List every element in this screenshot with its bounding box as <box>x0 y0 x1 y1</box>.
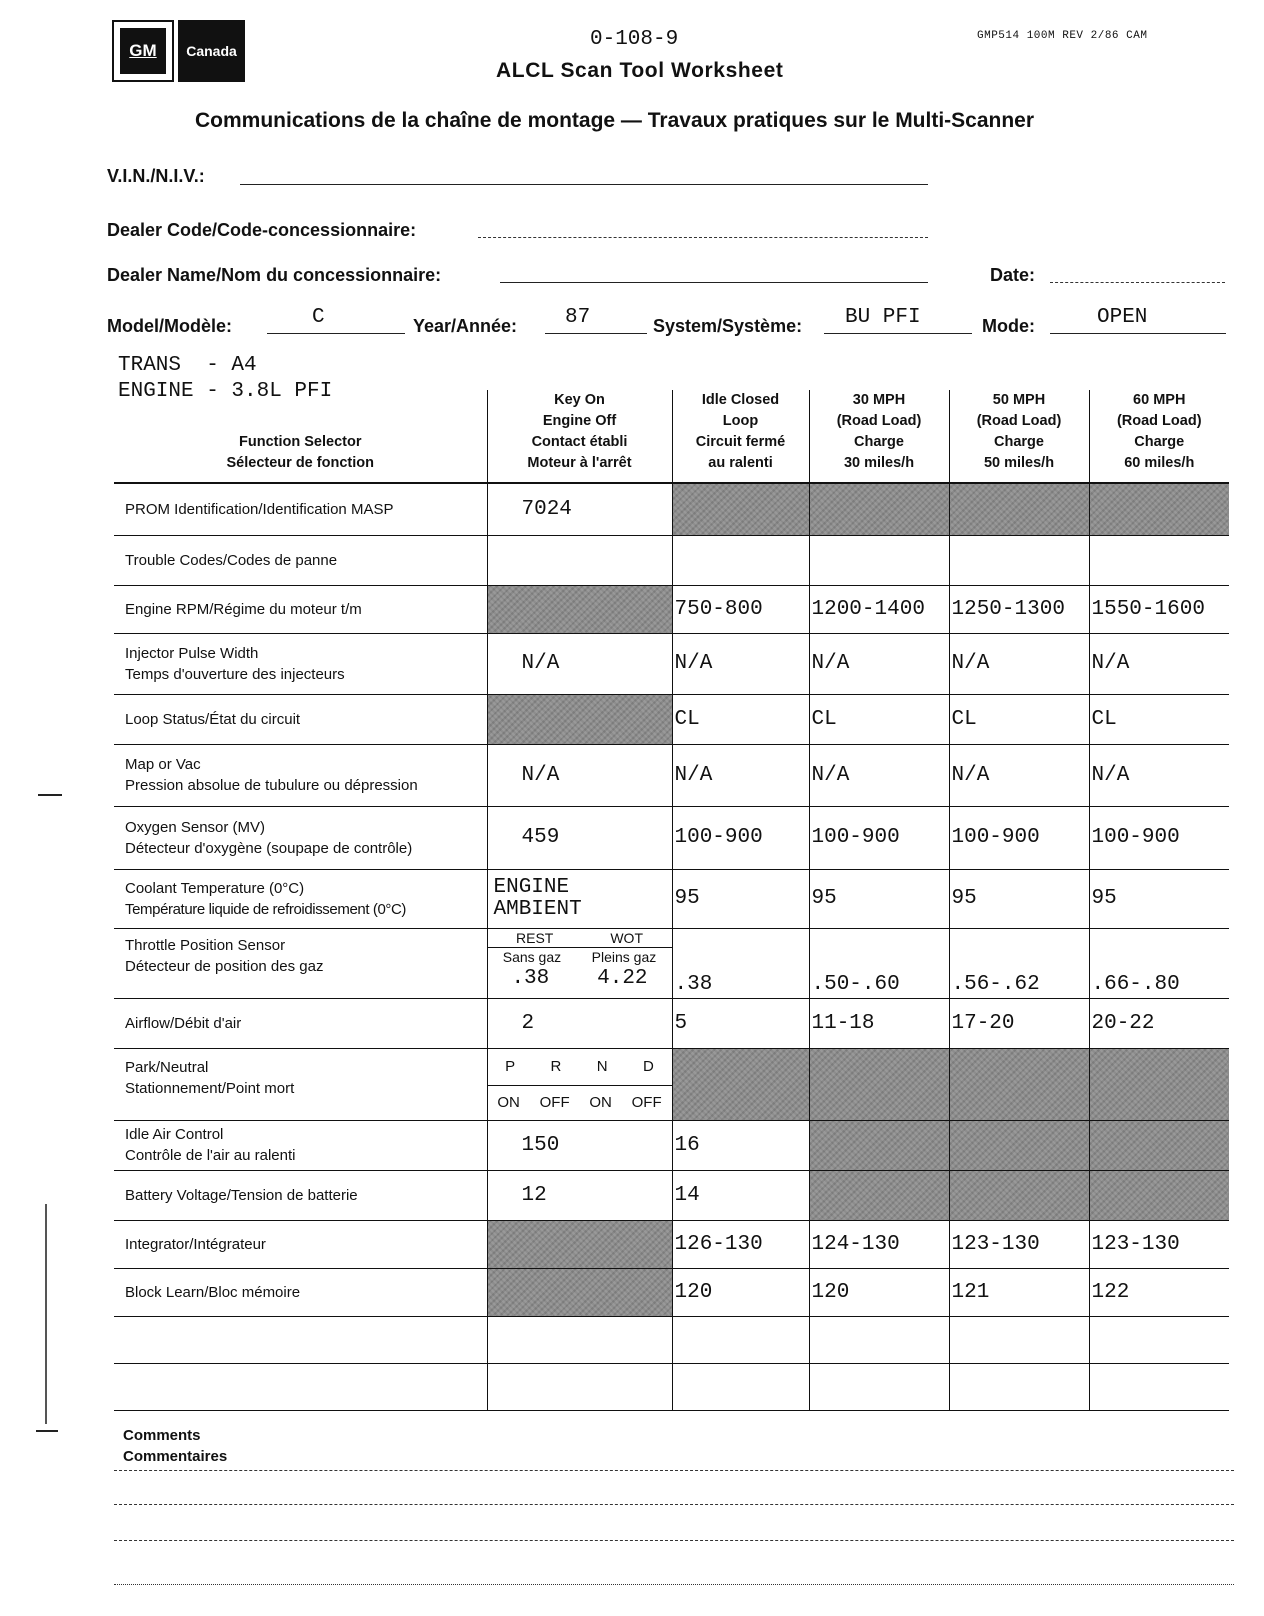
empty-cell[interactable] <box>1089 1316 1229 1363</box>
cell-trouble-50[interactable] <box>949 535 1089 585</box>
form-code: GMP514 100M REV 2/86 CAM <box>977 30 1148 42</box>
row-label-trouble: Trouble Codes/Codes de panne <box>114 535 487 585</box>
table-row <box>114 806 1229 869</box>
throttle-rest-wot-values: .38 4.22 <box>511 966 648 990</box>
header-idle: Idle Closed Loop Circuit fermé au ralenti <box>672 390 809 483</box>
cell-prom-60-shaded <box>1089 483 1229 535</box>
cell-map-30[interactable]: N/A <box>809 744 949 806</box>
empty-cell[interactable] <box>1089 1363 1229 1410</box>
mode-value: OPEN <box>1097 306 1148 329</box>
table-row <box>114 869 1229 928</box>
cell-rpm-50[interactable]: 1250-1300 <box>949 585 1089 633</box>
table-row <box>114 585 1229 633</box>
cell-coolant-60[interactable]: 95 <box>1089 869 1229 928</box>
row-label-oxygen: Oxygen Sensor (MV) Détecteur d'oxygène (soupape de contrôle) <box>114 806 487 869</box>
cell-iac-30-shaded <box>809 1120 949 1170</box>
cell-injector-50[interactable]: N/A <box>949 633 1089 694</box>
cell-block-50[interactable]: 121 <box>949 1268 1089 1316</box>
model-value: C <box>312 306 325 329</box>
page-subtitle: Communications de la chaîne de montage — Travaux pratiques sur le Multi-Scanner <box>195 109 1035 132</box>
row-label-injector: Injector Pulse Width Temps d'ouverture des injecteurs <box>114 633 487 694</box>
cell-iac-key-on[interactable]: 150 <box>487 1120 672 1170</box>
cell-park-key-on[interactable] <box>487 1048 672 1120</box>
cell-coolant-50[interactable]: 95 <box>949 869 1089 928</box>
cell-rpm-idle[interactable]: 750-800 <box>672 585 809 633</box>
cell-trouble-30[interactable] <box>809 535 949 585</box>
cell-map-idle[interactable]: N/A <box>672 744 809 806</box>
cell-block-30[interactable]: 120 <box>809 1268 949 1316</box>
empty-cell[interactable] <box>672 1316 809 1363</box>
header-50mph: 50 MPH (Road Load) Charge 50 miles/h <box>949 390 1089 483</box>
cell-prom-50-shaded <box>949 483 1089 535</box>
cell-oxygen-60[interactable]: 100-900 <box>1089 806 1229 869</box>
comments-line-2[interactable] <box>114 1504 1234 1505</box>
empty-row-label[interactable] <box>114 1363 487 1410</box>
row-label-integrator: Integrator/Intégrateur <box>114 1220 487 1268</box>
cell-rpm-30[interactable]: 1200-1400 <box>809 585 949 633</box>
cell-block-60[interactable]: 122 <box>1089 1268 1229 1316</box>
cell-integrator-key-on-shaded <box>487 1220 672 1268</box>
gm-logo-box <box>112 20 174 82</box>
empty-row-label[interactable] <box>114 1316 487 1363</box>
year-field[interactable] <box>545 333 647 334</box>
throttle-rest-wot-header: REST WOT <box>488 929 672 948</box>
table-row <box>114 1170 1229 1220</box>
cell-integrator-50[interactable]: 123-130 <box>949 1220 1089 1268</box>
cell-oxygen-idle[interactable]: 100-900 <box>672 806 809 869</box>
date-label: Date: <box>990 265 1036 285</box>
cell-oxygen-50[interactable]: 100-900 <box>949 806 1089 869</box>
park-gear-states: ON OFF ON OFF <box>497 1094 662 1111</box>
cell-prom-idle-shaded <box>672 483 809 535</box>
comments-line-4[interactable] <box>114 1584 1234 1585</box>
comments-label: Comments Commentaires <box>123 1427 228 1465</box>
empty-cell[interactable] <box>949 1316 1089 1363</box>
table-row <box>114 1048 1229 1120</box>
vin-field[interactable] <box>240 184 928 185</box>
cell-block-idle[interactable]: 120 <box>672 1268 809 1316</box>
row-label-park: Park/Neutral Stationnement/Point mort <box>114 1048 487 1120</box>
row-label-coolant: Coolant Temperature (0°C) Température liquide de refroidissement (0°C) <box>114 869 487 928</box>
mode-field[interactable] <box>1050 333 1226 334</box>
cell-injector-key-on[interactable]: N/A <box>487 633 672 694</box>
cell-integrator-idle[interactable]: 126-130 <box>672 1220 809 1268</box>
worksheet-table <box>114 390 1229 1411</box>
cell-park-60-shaded <box>1089 1048 1229 1120</box>
cell-battery-30-shaded <box>809 1170 949 1220</box>
cell-iac-60-shaded <box>1089 1120 1229 1170</box>
header-60mph: 60 MPH (Road Load) Charge 60 miles/h <box>1089 390 1229 483</box>
cell-coolant-30[interactable]: 95 <box>809 869 949 928</box>
system-field[interactable] <box>824 333 972 334</box>
cell-throttle-idle[interactable]: .38 <box>672 928 809 998</box>
table-row <box>114 928 1229 998</box>
row-label-battery: Battery Voltage/Tension de batterie <box>114 1170 487 1220</box>
cell-loop-idle[interactable]: CL <box>672 694 809 744</box>
cell-throttle-key-on[interactable] <box>487 928 672 998</box>
model-field[interactable] <box>267 333 405 334</box>
cell-airflow-50[interactable]: 17-20 <box>949 998 1089 1048</box>
cell-park-idle-shaded <box>672 1048 809 1120</box>
cell-battery-idle[interactable]: 14 <box>672 1170 809 1220</box>
cell-battery-key-on[interactable]: 12 <box>487 1170 672 1220</box>
cell-map-key-on[interactable]: N/A <box>487 744 672 806</box>
vin-label: V.I.N./N.I.V.: <box>107 166 205 186</box>
cell-map-60[interactable]: N/A <box>1089 744 1229 806</box>
dealer-code-field[interactable] <box>478 237 928 238</box>
row-label-iac: Idle Air Control Contrôle de l'air au ralenti <box>114 1120 487 1170</box>
cell-coolant-idle[interactable]: 95 <box>672 869 809 928</box>
table-row <box>114 998 1229 1048</box>
cell-airflow-key-on[interactable]: 2 <box>487 998 672 1048</box>
empty-cell[interactable] <box>487 1316 672 1363</box>
gm-logo-text: GM <box>120 28 166 74</box>
cell-integrator-60[interactable]: 123-130 <box>1089 1220 1229 1268</box>
cell-map-50[interactable]: N/A <box>949 744 1089 806</box>
table-row <box>114 483 1229 535</box>
page-title: ALCL Scan Tool Worksheet <box>496 59 784 82</box>
header-key-on: Key On Engine Off Contact établi Moteur à l'arrêt <box>487 390 672 483</box>
mode-label: Mode: <box>982 316 1035 336</box>
cell-throttle-60[interactable]: .66-.80 <box>1089 928 1229 998</box>
date-field[interactable] <box>1050 282 1225 283</box>
header-30mph: 30 MPH (Road Load) Charge 30 miles/h <box>809 390 949 483</box>
cell-prom-key-on[interactable]: 7024 <box>487 483 672 535</box>
row-label-loop: Loop Status/État du circuit <box>114 694 487 744</box>
cell-injector-30[interactable]: N/A <box>809 633 949 694</box>
dealer-name-field[interactable] <box>500 282 928 283</box>
cell-loop-50[interactable]: CL <box>949 694 1089 744</box>
cell-trouble-key-on[interactable] <box>487 535 672 585</box>
row-label-throttle: Throttle Position Sensor Détecteur de position des gaz <box>114 928 487 998</box>
comments-line-1[interactable] <box>114 1470 1234 1471</box>
year-value: 87 <box>565 306 591 329</box>
row-label-airflow: Airflow/Débit d'air <box>114 998 487 1048</box>
row-label-block: Block Learn/Bloc mémoire <box>114 1268 487 1316</box>
margin-binding-line <box>45 1204 47 1424</box>
cell-airflow-30[interactable]: 11-18 <box>809 998 949 1048</box>
table-row <box>114 1268 1229 1316</box>
engine-note: ENGINE - 3.8L PFI <box>118 380 333 403</box>
empty-cell[interactable] <box>949 1363 1089 1410</box>
table-row <box>114 633 1229 694</box>
row-label-prom: PROM Identification/Identification MASP <box>114 483 487 535</box>
cell-prom-30-shaded <box>809 483 949 535</box>
cell-oxygen-30[interactable]: 100-900 <box>809 806 949 869</box>
doc-number: 0-108-9 <box>590 28 679 51</box>
cell-iac-50-shaded <box>949 1120 1089 1170</box>
park-gear-labels: P R N D <box>488 1049 672 1086</box>
cell-battery-60-shaded <box>1089 1170 1229 1220</box>
cell-throttle-50[interactable]: .56-.62 <box>949 928 1089 998</box>
dealer-name-label: Dealer Name/Nom du concessionnaire: <box>107 265 442 285</box>
system-label: System/Système: <box>653 316 803 336</box>
gm-canada-logo <box>112 20 245 84</box>
cell-park-50-shaded <box>949 1048 1089 1120</box>
cell-coolant-key-on[interactable]: ENGINE AMBIENT <box>487 869 672 928</box>
table-row <box>114 1316 1229 1363</box>
cell-airflow-60[interactable]: 20-22 <box>1089 998 1229 1048</box>
cell-integrator-30[interactable]: 124-130 <box>809 1220 949 1268</box>
margin-mark <box>36 1430 58 1432</box>
cell-trouble-idle[interactable] <box>672 535 809 585</box>
table-header-row <box>114 390 1229 483</box>
empty-cell[interactable] <box>809 1316 949 1363</box>
cell-injector-idle[interactable]: N/A <box>672 633 809 694</box>
table-row <box>114 1220 1229 1268</box>
cell-throttle-30[interactable]: .50-.60 <box>809 928 949 998</box>
empty-cell[interactable] <box>809 1363 949 1410</box>
cell-loop-30[interactable]: CL <box>809 694 949 744</box>
cell-iac-idle[interactable]: 16 <box>672 1120 809 1170</box>
table-row <box>114 1120 1229 1170</box>
margin-mark <box>38 794 62 796</box>
cell-block-key-on-shaded <box>487 1268 672 1316</box>
cell-loop-key-on-shaded <box>487 694 672 744</box>
table-row <box>114 1363 1229 1410</box>
cell-rpm-key-on-shaded <box>487 585 672 633</box>
table-row <box>114 694 1229 744</box>
cell-oxygen-key-on[interactable]: 459 <box>487 806 672 869</box>
empty-cell[interactable] <box>487 1363 672 1410</box>
cell-injector-60[interactable]: N/A <box>1089 633 1229 694</box>
cell-trouble-60[interactable] <box>1089 535 1229 585</box>
empty-cell[interactable] <box>672 1363 809 1410</box>
table-row <box>114 744 1229 806</box>
row-label-rpm: Engine RPM/Régime du moteur t/m <box>114 585 487 633</box>
cell-battery-50-shaded <box>949 1170 1089 1220</box>
throttle-rest-wot-fr: Sans gaz Pleins gaz <box>502 948 657 965</box>
comments-line-3[interactable] <box>114 1540 1234 1541</box>
cell-park-30-shaded <box>809 1048 949 1120</box>
cell-airflow-idle[interactable]: 5 <box>672 998 809 1048</box>
canada-logo-text: Canada <box>178 20 245 82</box>
header-function-selector: Function Selector Sélecteur de fonction <box>114 390 487 483</box>
cell-rpm-60[interactable]: 1550-1600 <box>1089 585 1229 633</box>
table-row <box>114 535 1229 585</box>
dealer-code-label: Dealer Code/Code-concessionnaire: <box>107 220 417 240</box>
model-label: Model/Modèle: <box>107 316 232 336</box>
cell-loop-60[interactable]: CL <box>1089 694 1229 744</box>
system-value: BU PFI <box>845 306 921 329</box>
year-label: Year/Année: <box>413 316 518 336</box>
row-label-map: Map or Vac Pression absolue de tubulure ou dépression <box>114 744 487 806</box>
trans-note: TRANS - A4 <box>118 354 257 377</box>
